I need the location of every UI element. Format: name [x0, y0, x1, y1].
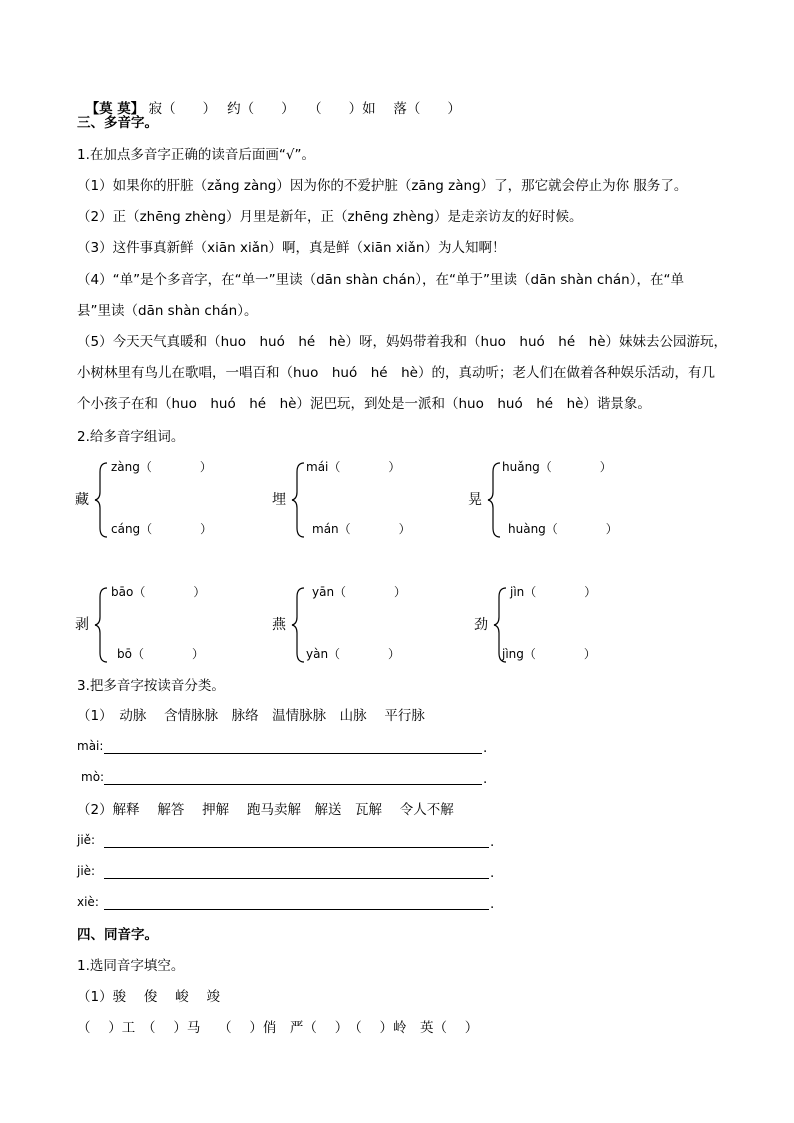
q1-item-4b: 县”里读（dān shàn chán）。 — [77, 303, 258, 319]
mo-head: 【莫 莫】 — [85, 101, 145, 117]
period-mai: . — [483, 740, 488, 756]
q1-item-3: （3）这件事真新鲜（xiān xiǎn）啊，真是鲜（xiān xiǎn）为人知啊！ — [77, 240, 506, 256]
mo-rest: 寂（ ） 约（ ） （ ）如 落（ ） — [144, 101, 461, 117]
answer-line-jie3[interactable] — [104, 847, 489, 848]
group-top: yān（ ） — [312, 585, 407, 599]
brace-icon — [95, 587, 109, 663]
group-char: 埋 — [272, 492, 286, 508]
s4-chars: （1）骏 俊 峻 竣 — [77, 989, 220, 1005]
q1-item-4a: （4）“单”是个多音字，在“单一”里读（dān shàn chán），在“单于”里读（dān shàn chán），在“单 — [77, 272, 684, 288]
q1-item-5b: 小树林里有鸟儿在歌唱，一唱百和（huo huó hé hè）的，真动听；老人们在做着各种娱乐活动，有几 — [77, 365, 715, 381]
label-jie4: jiè: — [77, 864, 96, 878]
period-xie: . — [490, 896, 495, 912]
answer-line-mai[interactable] — [104, 753, 482, 754]
q1-item-2: （2）正（zhēng zhèng）月里是新年，正（zhēng zhèng）是走亲访友的好时候。 — [77, 209, 583, 225]
q2-group-bao — [75, 583, 255, 663]
brace-icon — [292, 587, 306, 663]
q1-title: 1.在加点多音字正确的读音后面画“√”。 — [77, 147, 315, 163]
q2-group-huang — [468, 458, 648, 538]
group-bottom: cáng（ ） — [111, 522, 213, 536]
q3-words-2: （2）解释 解答 押解 跑马卖解 解送 瓦解 令人不解 — [77, 802, 454, 818]
period-jie4: . — [490, 865, 495, 881]
q2-group-yan — [272, 583, 452, 663]
group-char: 剥 — [75, 617, 89, 633]
group-top: mái（ ） — [306, 460, 401, 474]
section-4-title: 四、同音字。 — [77, 927, 158, 943]
q3-words-1: （1） 动脉 含情脉脉 脉络 温情脉脉 山脉 平行脉 — [77, 708, 425, 724]
group-bottom: yàn（ ） — [306, 647, 401, 661]
group-bottom: jìng（ ） — [502, 647, 596, 661]
s4-fill-blanks[interactable]: （ ）工 （ ）马 （ ）俏 严（ ） （ ）岭 英（ ） — [77, 1020, 479, 1036]
group-char: 燕 — [272, 617, 286, 633]
period-jie3: . — [490, 834, 495, 850]
answer-line-mo[interactable] — [104, 784, 482, 785]
group-top: jìn（ ） — [510, 585, 597, 599]
q2-group-zang — [75, 458, 255, 538]
answer-line-jie4[interactable] — [104, 878, 489, 879]
group-top: bāo（ ） — [111, 585, 206, 599]
group-char: 晃 — [468, 492, 482, 508]
q3-title: 3.把多音字按读音分类。 — [77, 678, 225, 694]
answer-line-xie[interactable] — [104, 909, 489, 910]
brace-icon — [95, 462, 109, 538]
label-mo: mò: — [81, 770, 105, 784]
q1-item-5c: 个小孩子在和（huo huó hé hè）泥巴玩，到处是一派和（huo huó hé hè）谐景象。 — [77, 396, 651, 412]
group-top: huǎng（ ） — [502, 460, 612, 474]
q2-group-mai — [272, 458, 452, 538]
q2-title: 2.给多音字组词。 — [77, 429, 185, 445]
brace-icon — [292, 462, 306, 538]
s4-q1-title: 1.选同音字填空。 — [77, 958, 185, 974]
group-bottom: bō（ ） — [117, 647, 204, 661]
q1-item-1: （1）如果你的肝脏（zǎng zàng）因为你的不爱护脏（zāng zàng）了，那它就会停止为你 服务了。 — [77, 178, 688, 194]
group-bottom: mán（ ） — [312, 522, 411, 536]
group-top: zàng（ ） — [111, 460, 212, 474]
group-bottom: huàng（ ） — [508, 522, 618, 536]
label-jie3: jiě: — [77, 833, 96, 847]
brace-icon — [488, 462, 502, 538]
period-mo: . — [483, 771, 488, 787]
section-3-title: 三、多音字。 — [77, 115, 158, 131]
q2-group-jin — [474, 583, 654, 663]
label-mai: mài: — [77, 739, 104, 753]
group-char: 藏 — [75, 492, 89, 508]
label-xie: xiè: — [77, 895, 99, 909]
q1-item-5a: （5）今天天气真暖和（huo huó hé hè）呀，妈妈带着我和（huo huó hé hè）妹妹去公园游玩， — [77, 334, 728, 350]
line-mo — [77, 82, 461, 118]
group-char: 劲 — [474, 617, 488, 633]
